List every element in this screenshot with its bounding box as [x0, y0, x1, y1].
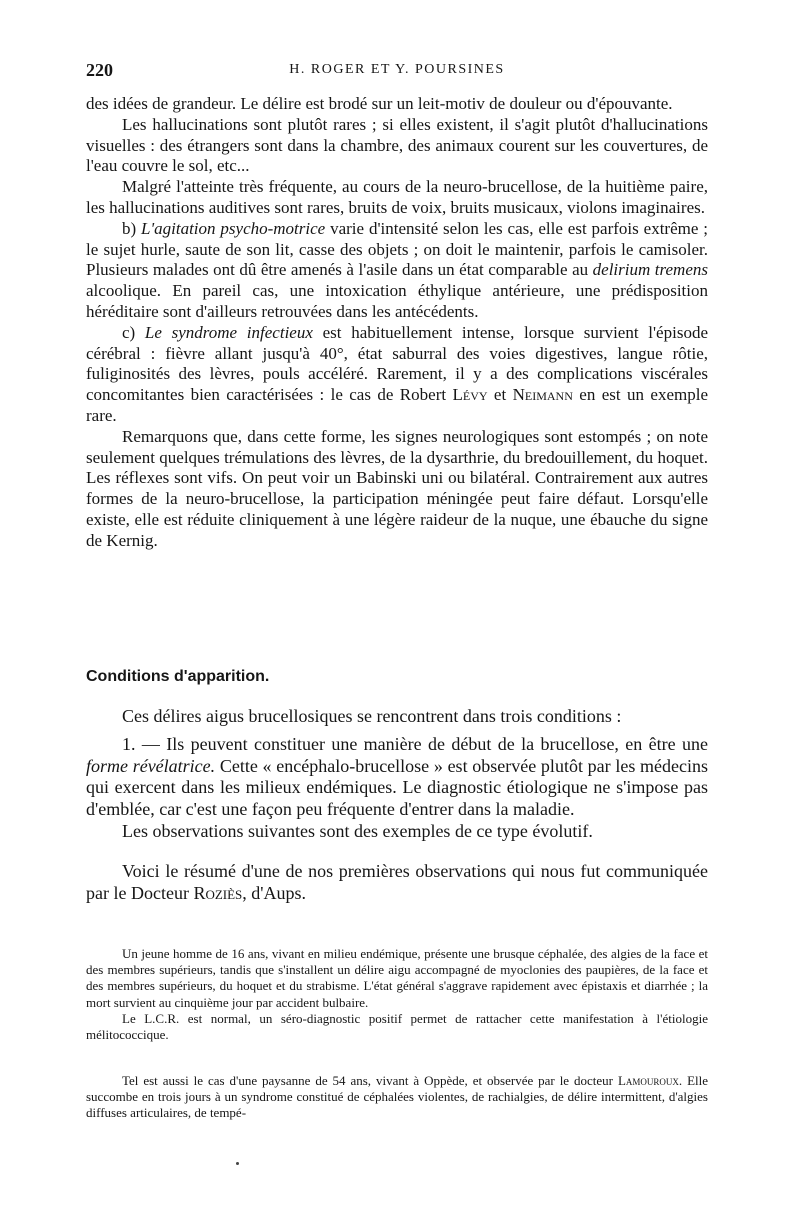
- paragraph-summary-intro: Voici le résumé d'une de nos premières observations qui nous fut communiquée par le Docteur Roziès, d'Aups.: [86, 860, 708, 903]
- section-heading: Conditions d'apparition.: [86, 668, 270, 685]
- paragraph-agitation: b) L'agitation psycho-motrice varie d'intensité selon les cas, elle est parfois extrême ; le sujet hurle, saute de son lit, casse des objets ; on doit le maintenir, parfois le camisoler. Plusieurs malades ont dû être amenés à l'asile dans un état comparable au delirium tremens alcoolique. En pareil cas, une intoxication éthylique antérieure, une prédisposition héréditaire sont d'ailleurs retrouvées dans les antécédents.: [86, 218, 708, 321]
- main-text: [86, 94, 708, 552]
- paragraph-hallucinations: Les hallucinations sont plutôt rares ; si elles existent, il s'agit plutôt d'hallucinations visuelles : des étrangers sont dans la chambre, des animaux courent sur les couvertures, de l'eau couvre le sol, etc...: [86, 114, 708, 176]
- case-report-text: Un jeune homme de 16 ans, vivant en milieu endémique, présente une brusque céphalée, des algies de la face et des membres supérieurs, tandis que s'installent un délire aigu accompagné de myoclonies des paupières, de la face et des membres supérieurs, du hoquet et du strabisme. L'état général s'aggrave rapidement avec épistaxis et diarrhée ; la mort survient au cinquième jour par accident bulbaire.: [86, 946, 708, 1010]
- print-speck: [236, 1162, 239, 1165]
- section-text: [86, 706, 708, 904]
- paragraph-infectious-syndrome: c) Le syndrome infectieux est habituellement intense, lorsque survient l'épisode cérébral : fièvre allant jusqu'à 40°, état saburral des voies digestives, langue rôtie, fuliginosités des lèvres, pouls accéléré. Rarement, il y a des complications viscérales concomitantes bien caractérisées : le cas de Robert Lévy et Neimann en est un exemple rare.: [86, 322, 708, 425]
- case-report-text: Tel est aussi le cas d'une paysanne de 54 ans, vivant à Oppède, et observée par le docteur Lamouroux. Elle succombe en trois jours à un syndrome constitué de céphalées violentes, de rachialgies, de délire intermittent, d'algies diffuses articulaires, de tempé-: [86, 1073, 709, 1121]
- paragraph-auditory: Malgré l'atteinte très fréquente, au cours de la neuro-brucellose, de la huitième paire, les hallucinations auditives sont rares, bruits de voix, bruits musicaux, violons imaginaires.: [86, 177, 708, 217]
- case-report-text: Le L.C.R. est normal, un séro-diagnostic positif permet de rattacher cette manifestation à l'étiologie mélitococcique.: [86, 1010, 708, 1043]
- paragraph-delusions-end: des idées de grandeur. Le délire est brodé sur un leit-motiv de douleur ou d'épouvante.: [86, 94, 673, 113]
- paragraph-three-conditions: Ces délires aigus brucellosiques se rencontrent dans trois conditions :: [122, 706, 622, 726]
- paragraph-revealing-form: 1. — Ils peuvent constituer une manière de début de la brucellose, en être une forme révélatrice. Cette « encéphalo-brucellose » est observée plutôt par les médecins qui exercent dans les milieux endémiques. Le diagnostic étiologique ne s'impose pas d'emblée, car c'est une façon peu fréquente d'entrer dans la maladie.: [86, 733, 708, 820]
- running-title: H. ROGER ET Y. POURSINES: [289, 62, 505, 77]
- running-head: [86, 60, 708, 82]
- case-report-1: [86, 946, 708, 1043]
- paragraph-neurological-signs: Remarquons que, dans cette forme, les signes neurologiques sont estompés ; on note seulement quelques trémulations des lèvres, de la dysarthrie, du bredouillement, du hoquet. Les réflexes sont vifs. On peut voir un Babinski uni ou bilatéral. Contrairement aux autres formes de la neuro-brucellose, la participation méningée peut faire défaut. Lorsqu'elle existe, elle est réduite cliniquement à une légère raideur de la nuque, une ébauche du signe de Kernig.: [86, 426, 708, 550]
- paragraph-examples: Les observations suivantes sont des exemples de ce type évolutif.: [122, 820, 593, 841]
- page-number: 220: [86, 60, 113, 80]
- case-report-2: [86, 1073, 708, 1122]
